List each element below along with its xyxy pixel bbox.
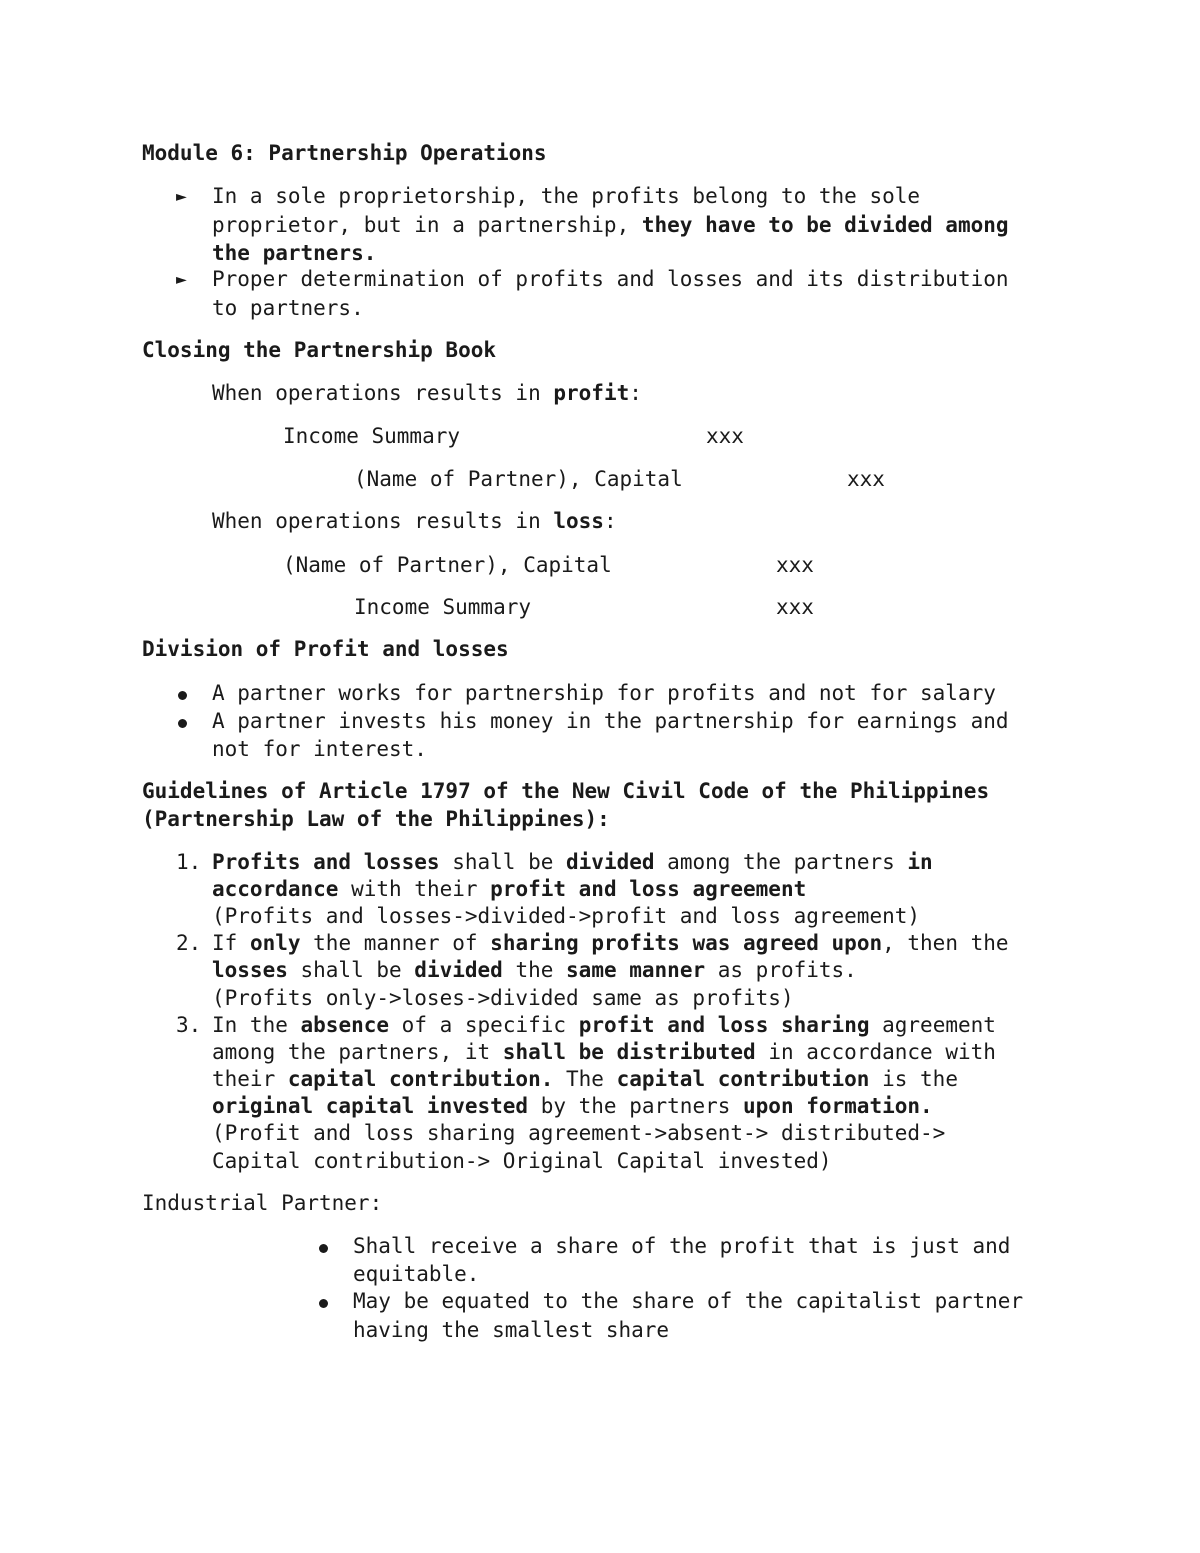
page-title: Module 6: Partnership Operations	[142, 141, 547, 165]
guideline-2-note: (Profits only->loses->divided same as profits)	[212, 986, 794, 1010]
guideline-3-note-line-1: (Profit and loss sharing agreement->absent-> distributed->	[212, 1121, 946, 1145]
division-bullet-2-line-1: A partner invests his money in the partnership for earnings and	[212, 709, 1009, 733]
industrial-bullet-2-line-1: May be equated to the share of the capitalist partner	[353, 1289, 1024, 1313]
loss-debit-account: (Name of Partner), Capital	[283, 553, 612, 577]
guideline-3-line-2: among the partners, it shall be distributed in accordance with	[212, 1040, 996, 1064]
triangle-bullet-icon: ►	[176, 269, 187, 290]
guideline-3-note-line-2: Capital contribution-> Original Capital invested)	[212, 1149, 832, 1173]
profit-intro: When operations results in profit:	[212, 381, 642, 405]
bullet-dot-icon	[319, 1288, 328, 1315]
guideline-1-note: (Profits and losses->divided->profit and loss agreement)	[212, 904, 921, 928]
industrial-bullet-1-line-2: equitable.	[353, 1262, 480, 1286]
list-number-1: 1.	[176, 850, 202, 874]
loss-debit-amount: xxx	[776, 553, 814, 577]
industrial-heading: Industrial Partner:	[142, 1191, 383, 1215]
guideline-1-line-2: accordance with their profit and loss agreement	[212, 877, 807, 901]
guideline-2-line-1: If only the manner of sharing profits was agreed upon, then the	[212, 931, 1009, 955]
profit-credit-amount: xxx	[847, 467, 885, 491]
closing-heading: Closing the Partnership Book	[142, 338, 497, 362]
division-bullet-1: A partner works for partnership for profits and not for salary	[212, 681, 996, 705]
profit-debit-account: Income Summary	[283, 424, 461, 448]
guideline-3-line-4: original capital invested by the partners upon formation.	[212, 1094, 933, 1118]
list-number-2: 2.	[176, 931, 202, 955]
bullet-dot-icon	[178, 708, 187, 735]
guideline-1-line-1: Profits and losses shall be divided among the partners in	[212, 850, 933, 874]
guideline-2-line-2: losses shall be divided the same manner as profits.	[212, 958, 857, 982]
intro-bullet-2-line-2: to partners.	[212, 296, 364, 320]
bullet-dot-icon	[319, 1233, 328, 1260]
bullet-dot-icon	[178, 680, 187, 707]
profit-debit-amount: xxx	[706, 424, 744, 448]
loss-intro: When operations results in loss:	[212, 509, 617, 533]
intro-bullet-1-line-3: the partners.	[212, 241, 377, 265]
intro-bullet-1-line-1: In a sole proprietorship, the profits belong to the sole	[212, 184, 921, 208]
industrial-bullet-2-line-2: having the smallest share	[353, 1318, 670, 1342]
loss-credit-amount: xxx	[776, 595, 814, 619]
guidelines-heading-line-1: Guidelines of Article 1797 of the New Civil Code of the Philippines	[142, 779, 990, 803]
profit-credit-account: (Name of Partner), Capital	[354, 467, 683, 491]
intro-bullet-2-line-1: Proper determination of profits and losses and its distribution	[212, 267, 1009, 291]
guideline-3-line-1: In the absence of a specific profit and loss sharing agreement	[212, 1013, 996, 1037]
guidelines-heading-line-2: (Partnership Law of the Philippines):	[142, 807, 610, 831]
guideline-3-line-3: their capital contribution. The capital contribution is the	[212, 1067, 958, 1091]
industrial-bullet-1-line-1: Shall receive a share of the profit that is just and	[353, 1234, 1011, 1258]
list-number-3: 3.	[176, 1013, 202, 1037]
loss-credit-account: Income Summary	[354, 595, 532, 619]
triangle-bullet-icon: ►	[176, 186, 187, 207]
division-bullet-2-line-2: not for interest.	[212, 737, 427, 761]
division-heading: Division of Profit and losses	[142, 637, 509, 661]
intro-bullet-1-line-2: proprietor, but in a partnership, they have to be divided among	[212, 213, 1009, 237]
